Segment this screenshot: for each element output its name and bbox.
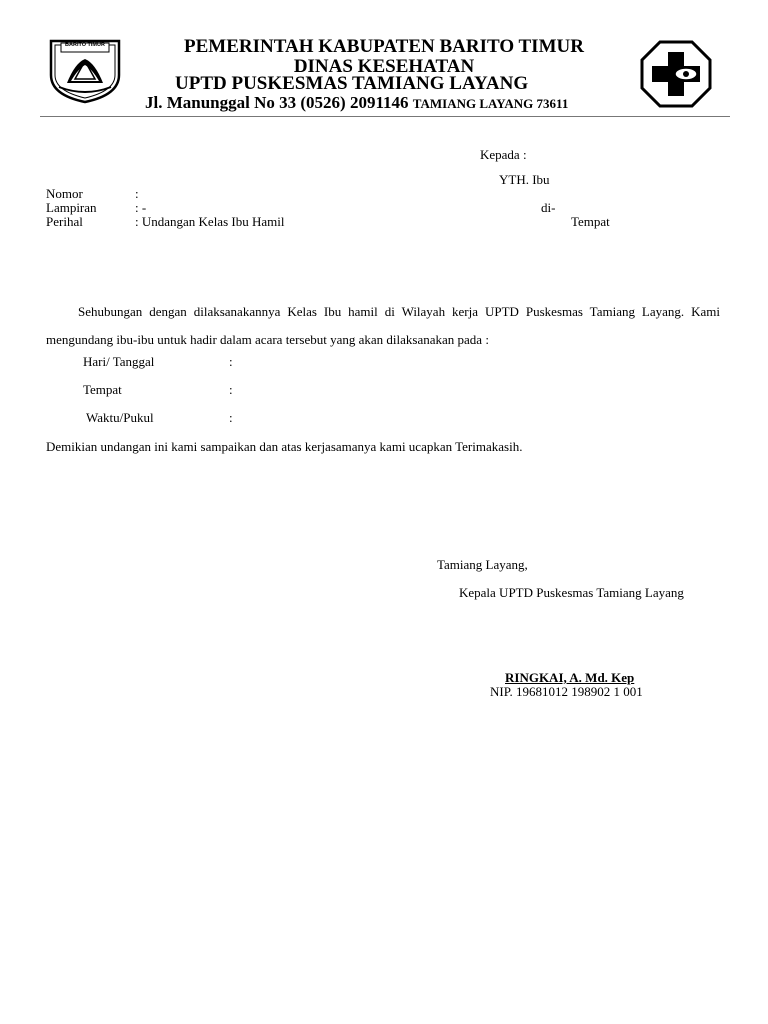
closing-paragraph: Demikian undangan ini kami sampaikan dan atas kerjasamanya kami ucapkan Terimakasih. — [46, 439, 523, 454]
city-zip-text: TAMIANG LAYANG 73611 — [412, 96, 569, 111]
detail-label-time: Waktu/Pukul — [86, 410, 154, 425]
lampiran-value: : - — [135, 200, 147, 215]
letterhead-department: DINAS KESEHATAN — [293, 56, 475, 77]
left-logo-text: BARITO TIMUR — [65, 42, 105, 48]
recipient-di: di- — [541, 200, 556, 215]
recipient-place: Tempat — [571, 214, 610, 229]
signature-position: Kepala UPTD Puskesmas Tamiang Layang — [459, 585, 684, 600]
signature-name: RINGKAI, A. Md. Kep — [505, 670, 635, 685]
recipient-name: YTH. Ibu — [499, 172, 550, 187]
letterhead-divider — [40, 116, 730, 117]
letterhead-unit: UPTD PUSKESMAS TAMIANG LAYANG — [175, 73, 529, 94]
letterhead-government: PEMERINTAH KABUPATEN BARITO TIMUR — [184, 36, 584, 57]
address-text: Jl. Manunggal No 33 (0526) 2091146 — [145, 93, 409, 112]
signature-nip: NIP. 19681012 198902 1 001 — [490, 684, 643, 699]
detail-value-place: : — [229, 382, 233, 397]
detail-label-date: Hari/ Tanggal — [83, 354, 155, 369]
intro-paragraph: Sehubungan dengan dilaksanakannya Kelas Ibu hamil di Wilayah kerja UPTD Puskesmas Tamiang Layang. Kami mengundang ibu-ibu untuk hadir dalam acara tersebut yang akan dilaksanakan pada : — [46, 304, 720, 347]
signature-place-date: Tamiang Layang, — [437, 557, 528, 572]
detail-value-time: : — [229, 410, 233, 425]
nomor-value: : — [135, 186, 139, 201]
nomor-label: Nomor — [46, 186, 83, 201]
perihal-label: Perihal — [46, 214, 83, 229]
letterhead-address — [145, 93, 568, 113]
detail-value-date: : — [229, 354, 233, 369]
perihal-value: : Undangan Kelas Ibu Hamil — [135, 214, 285, 229]
lampiran-label: Lampiran — [46, 200, 97, 215]
detail-label-place: Tempat — [83, 382, 122, 397]
recipient-to-label: Kepada : — [480, 147, 527, 162]
